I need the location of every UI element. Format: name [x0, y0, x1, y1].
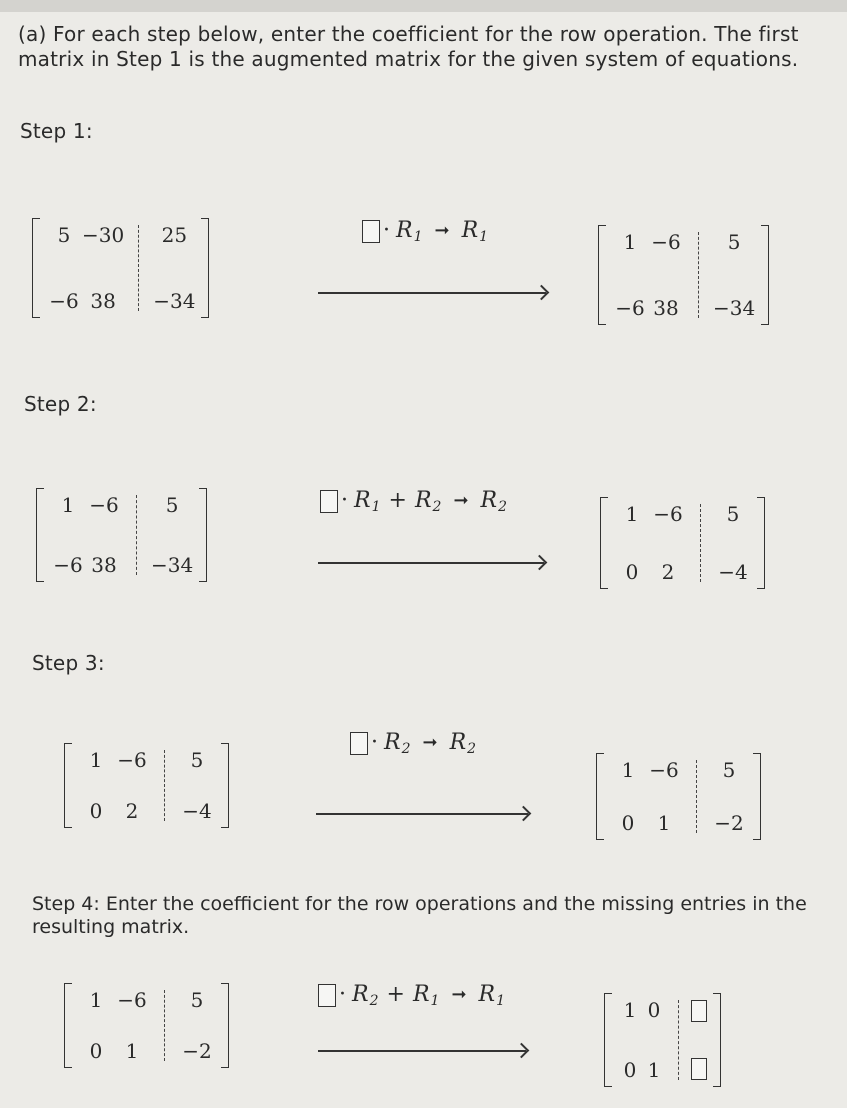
- plus-symbol: +: [388, 488, 407, 513]
- step-1-transform-arrow-icon: [318, 292, 546, 294]
- row-subscript: 2: [401, 741, 411, 757]
- matrix-cell: 0: [623, 1058, 637, 1082]
- matrix-cell: 2: [125, 799, 139, 823]
- matrix-cell: −34: [151, 553, 194, 577]
- dot-symbol: ·: [371, 730, 378, 755]
- matrix-cell: 1: [623, 230, 637, 254]
- top-bar: [0, 0, 847, 12]
- matrix-cell: 38: [90, 289, 116, 313]
- matrix-cell: 1: [647, 1058, 661, 1082]
- right-bracket: [757, 497, 765, 589]
- row-symbol: R: [414, 488, 432, 513]
- step-1-result-matrix: [598, 225, 769, 325]
- row-subscript: 1: [496, 993, 506, 1009]
- matrix-cell: 0: [621, 811, 635, 835]
- dot-symbol: ·: [383, 218, 390, 243]
- matrix-cell: 5: [57, 223, 71, 247]
- left-bracket: [36, 488, 44, 582]
- matrix-cell: −6: [653, 502, 683, 526]
- matrix-cell: 0: [647, 998, 661, 1022]
- row-symbol: R: [396, 218, 413, 243]
- step-4-label: Step 4: Enter the coefficient for the row operations and the missing entries in the resulting matrix.: [32, 893, 807, 938]
- row-symbol: R: [354, 488, 371, 513]
- step-1-label: Step 1:: [20, 119, 93, 143]
- row-subscript: 1: [479, 229, 489, 245]
- right-bracket: [713, 993, 721, 1087]
- step-1-input-matrix: [32, 218, 209, 318]
- matrix-cell: 5: [165, 493, 179, 517]
- left-bracket: [64, 983, 72, 1068]
- matrix-cell: 5: [190, 748, 204, 772]
- augment-divider: [678, 1000, 679, 1080]
- missing-entry-input-row-2[interactable]: [691, 1058, 707, 1080]
- row-subscript: 2: [432, 499, 442, 515]
- row-subscript: 1: [430, 993, 440, 1009]
- step-4-coefficient-input[interactable]: [318, 984, 336, 1007]
- step-4-transform-arrow-icon: [318, 1050, 526, 1052]
- matrix-cell: −6: [117, 988, 147, 1012]
- matrix-cell: −2: [714, 811, 744, 835]
- matrix-cell: −6: [649, 758, 679, 782]
- matrix-cell: 1: [623, 998, 637, 1022]
- left-bracket: [32, 218, 40, 318]
- matrix-cell: −6: [89, 493, 119, 517]
- row-symbol: R: [449, 730, 467, 755]
- augment-divider: [136, 495, 137, 575]
- augment-divider: [164, 990, 165, 1061]
- matrix-cell: 5: [726, 502, 740, 526]
- step-3-transform-arrow-icon: [316, 813, 528, 815]
- matrix-cell: −6: [615, 296, 645, 320]
- row-symbol: R: [412, 982, 430, 1007]
- row-subscript: 2: [498, 499, 508, 515]
- step-2-label: Step 2:: [24, 392, 97, 416]
- step-3-input-matrix: [64, 743, 229, 828]
- left-bracket: [604, 993, 612, 1087]
- row-symbol: R: [478, 982, 496, 1007]
- instructions-text: (a) For each step below, enter the coefficient for the row operation. The first matrix in Step 1 is the augmented matrix for the given system of equations.: [18, 22, 799, 71]
- step-2-row-operation: [320, 488, 507, 513]
- matrix-cell: 5: [190, 988, 204, 1012]
- maps-to-arrow-icon: ➞: [451, 984, 467, 1005]
- step-1-coefficient-input[interactable]: [362, 220, 380, 243]
- maps-to-arrow-icon: ➞: [434, 220, 450, 241]
- step-1-row-operation: [362, 218, 488, 243]
- step-2-transform-arrow-icon: [318, 562, 544, 564]
- left-bracket: [598, 225, 606, 325]
- matrix-cell: 1: [625, 502, 639, 526]
- left-bracket: [596, 753, 604, 840]
- right-bracket: [221, 983, 229, 1068]
- right-bracket: [199, 488, 207, 582]
- row-subscript: 2: [369, 993, 379, 1009]
- step-4-row-operation: [318, 982, 505, 1007]
- missing-entry-input-row-1[interactable]: [691, 1000, 707, 1022]
- row-symbol: R: [352, 982, 369, 1007]
- matrix-cell: 38: [653, 296, 679, 320]
- row-subscript: 1: [413, 229, 423, 245]
- matrix-cell: 1: [61, 493, 75, 517]
- row-subscript: 1: [371, 499, 381, 515]
- matrix-cell: 38: [91, 553, 117, 577]
- step-4-result-matrix: [604, 993, 721, 1087]
- step-3-row-operation: [350, 730, 476, 755]
- matrix-cell: −6: [117, 748, 147, 772]
- right-bracket: [761, 225, 769, 325]
- left-bracket: [64, 743, 72, 828]
- dot-symbol: ·: [341, 488, 348, 513]
- maps-to-arrow-icon: ➞: [422, 732, 438, 753]
- step-2-input-matrix: [36, 488, 207, 582]
- row-symbol: R: [384, 730, 401, 755]
- plus-symbol: +: [386, 982, 405, 1007]
- matrix-cell: −6: [49, 289, 79, 313]
- matrix-cell: 1: [125, 1039, 139, 1063]
- maps-to-arrow-icon: ➞: [453, 490, 469, 511]
- augment-divider: [164, 750, 165, 821]
- matrix-cell: 25: [161, 223, 188, 247]
- right-bracket: [201, 218, 209, 318]
- matrix-cell: −6: [53, 553, 83, 577]
- matrix-cell: 1: [621, 758, 635, 782]
- matrix-cell: −4: [718, 560, 748, 584]
- matrix-cell: 1: [89, 988, 103, 1012]
- row-symbol: R: [461, 218, 479, 243]
- matrix-cell: −30: [82, 223, 125, 247]
- augment-divider: [700, 504, 701, 582]
- step-3-label: Step 3:: [32, 651, 105, 675]
- left-bracket: [600, 497, 608, 589]
- matrix-cell: 0: [625, 560, 639, 584]
- matrix-cell: −34: [153, 289, 196, 313]
- matrix-cell: −6: [651, 230, 681, 254]
- dot-symbol: ·: [339, 982, 346, 1007]
- right-bracket: [221, 743, 229, 828]
- matrix-cell: −2: [182, 1039, 212, 1063]
- augment-divider: [696, 760, 697, 833]
- matrix-cell: 1: [657, 811, 671, 835]
- matrix-cell: −34: [713, 296, 756, 320]
- right-bracket: [753, 753, 761, 840]
- step-3-result-matrix: [596, 753, 761, 840]
- step-2-coefficient-input[interactable]: [320, 490, 338, 513]
- matrix-cell: 0: [89, 1039, 103, 1063]
- matrix-cell: −4: [182, 799, 212, 823]
- row-symbol: R: [480, 488, 498, 513]
- row-subscript: 2: [467, 741, 477, 757]
- matrix-cell: 5: [722, 758, 736, 782]
- step-2-result-matrix: [600, 497, 765, 589]
- augment-divider: [138, 225, 139, 311]
- augment-divider: [698, 232, 699, 318]
- matrix-cell: 1: [89, 748, 103, 772]
- step-3-coefficient-input[interactable]: [350, 732, 368, 755]
- step-4-input-matrix: [64, 983, 229, 1068]
- matrix-cell: 0: [89, 799, 103, 823]
- matrix-cell: 2: [661, 560, 675, 584]
- matrix-cell: 5: [727, 230, 741, 254]
